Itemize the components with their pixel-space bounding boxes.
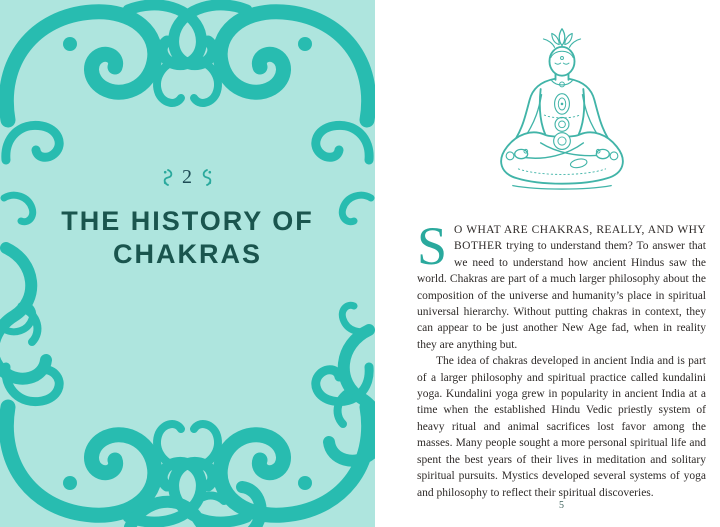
chapter-number-row: [0, 166, 375, 188]
right-page: [375, 0, 720, 527]
lead-in-caps: O WHAT ARE CHAKRAS, REALLY, AND WHY BOTHER: [454, 224, 706, 253]
fleuron-right-icon: [202, 169, 213, 186]
chapter-number: 2: [182, 165, 193, 188]
fleuron-left-icon: [162, 169, 173, 186]
meditating-figure-icon: [483, 26, 641, 193]
paragraph-1: [417, 216, 706, 353]
chapter-heading: [0, 166, 375, 271]
paragraph-1-text: trying to understand them? To answer that we need to understand how ancient Hindus saw the world. Chakras are part of a much larger philosophy about the composition of the universe and humanity’s place in spiritual universal hierarchy. Without putting chakras in context, they can appear to be just another New Age fad, when in reality they are anything but.: [417, 240, 706, 351]
body-text: [417, 216, 706, 501]
page-number: 5: [559, 500, 564, 511]
illustration-container: [417, 26, 706, 198]
chapter-title: THE HISTORY OF CHAKRAS: [61, 206, 314, 269]
drop-cap: S: [417, 216, 448, 276]
paragraph-2: The idea of chakras developed in ancient India and is part of a larger philosophy and spiritual practice called kundalini yoga. Kundalini yoga grew in popularity in ancient India at a time when the established Hindu Vedic priestly system of heavy ritual and animal sacrifices lost favor among the masses. Many people sought a more personal spiritual life and spent the best years of their lives in meditation and solitary spiritual pursuits. Mystics developed several systems of yoga and philosophy to reflect their spiritual discoveries.: [417, 355, 706, 499]
